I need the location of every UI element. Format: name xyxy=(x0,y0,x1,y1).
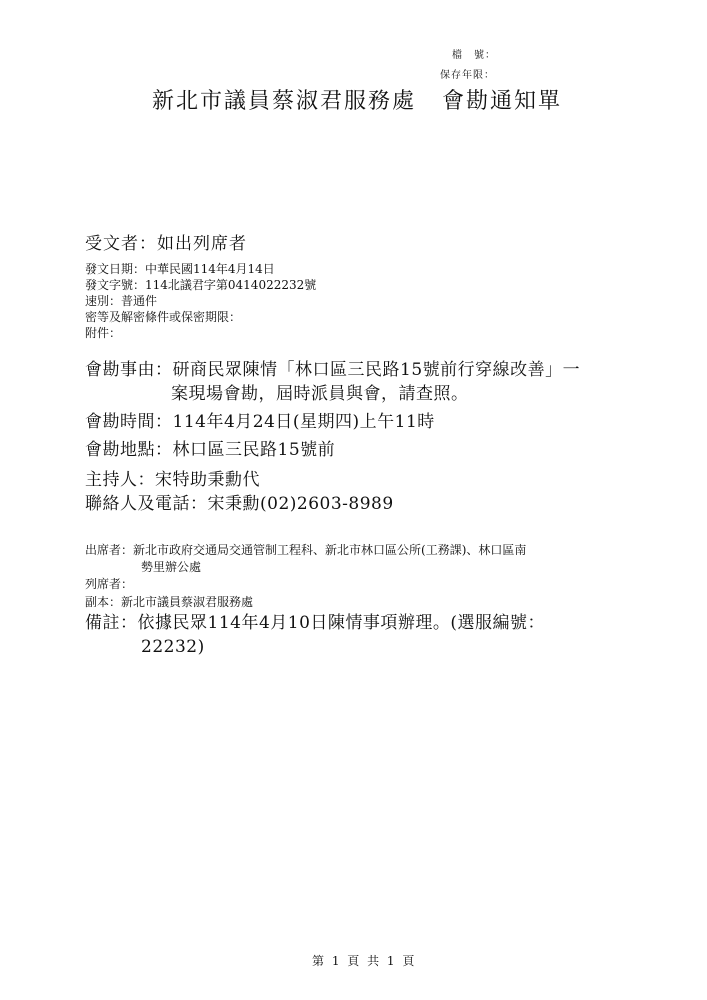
attendees-listed: 列席者： xyxy=(85,577,134,591)
inspection-location: 會勘地點：林口區三民路15號前 xyxy=(85,440,336,460)
recipient-line: 受文者：如出列席者 xyxy=(85,234,247,254)
secrecy-level: 密等及解密條件或保密期限： xyxy=(85,310,242,324)
copy-recipient: 副本：新北市議員蔡淑君服務處 xyxy=(85,595,254,609)
document-title xyxy=(152,84,562,115)
office-name: 新北市議員蔡淑君服務處 xyxy=(152,89,417,114)
delivery-speed: 速別：普通件 xyxy=(85,294,158,308)
remark-line1: 備註：依據民眾114年4月10日陳情事項辦理。(選服編號： xyxy=(85,613,546,633)
subject-text-line1: 研商民眾陳情「林口區三民路15號前行穿線改善」一 xyxy=(172,360,581,380)
present-list-line2: 勢里辦公處 xyxy=(141,560,202,574)
attendees-present xyxy=(85,541,526,559)
remark-line2: 22232) xyxy=(141,637,205,657)
notice-type: 會勘通知單 xyxy=(442,89,563,114)
dispatch-info xyxy=(85,261,316,341)
retention-period-label: 保存年限： xyxy=(440,70,495,81)
subject-text-line2: 案現場會勘，屆時派員與會，請查照。 xyxy=(171,384,469,404)
contact-person-phone: 聯絡人及電話：宋秉勳(02)2603-8989 xyxy=(85,494,394,514)
subject-label: 會勘事由： xyxy=(85,360,173,380)
inspection-time: 會勘時間：114年4月24日(星期四)上午11時 xyxy=(85,412,435,432)
dispatch-date: 發文日期：中華民國114年4月14日 xyxy=(85,262,275,276)
page-number: 第 1 頁 共 1 頁 xyxy=(312,954,417,968)
dispatch-reference-number: 發文字號：114北議君字第0414022232號 xyxy=(85,278,317,292)
host: 主持人：宋特助秉勳代 xyxy=(85,470,260,490)
file-number-label: 檔 號： xyxy=(452,50,496,61)
inspection-subject xyxy=(85,358,580,382)
attachments: 附件： xyxy=(85,326,122,340)
present-list-line1: 新北市政府交通局交通管制工程科、新北市林口區公所(工務課)、林口區南 xyxy=(133,543,527,557)
present-label: 出席者： xyxy=(85,543,134,557)
